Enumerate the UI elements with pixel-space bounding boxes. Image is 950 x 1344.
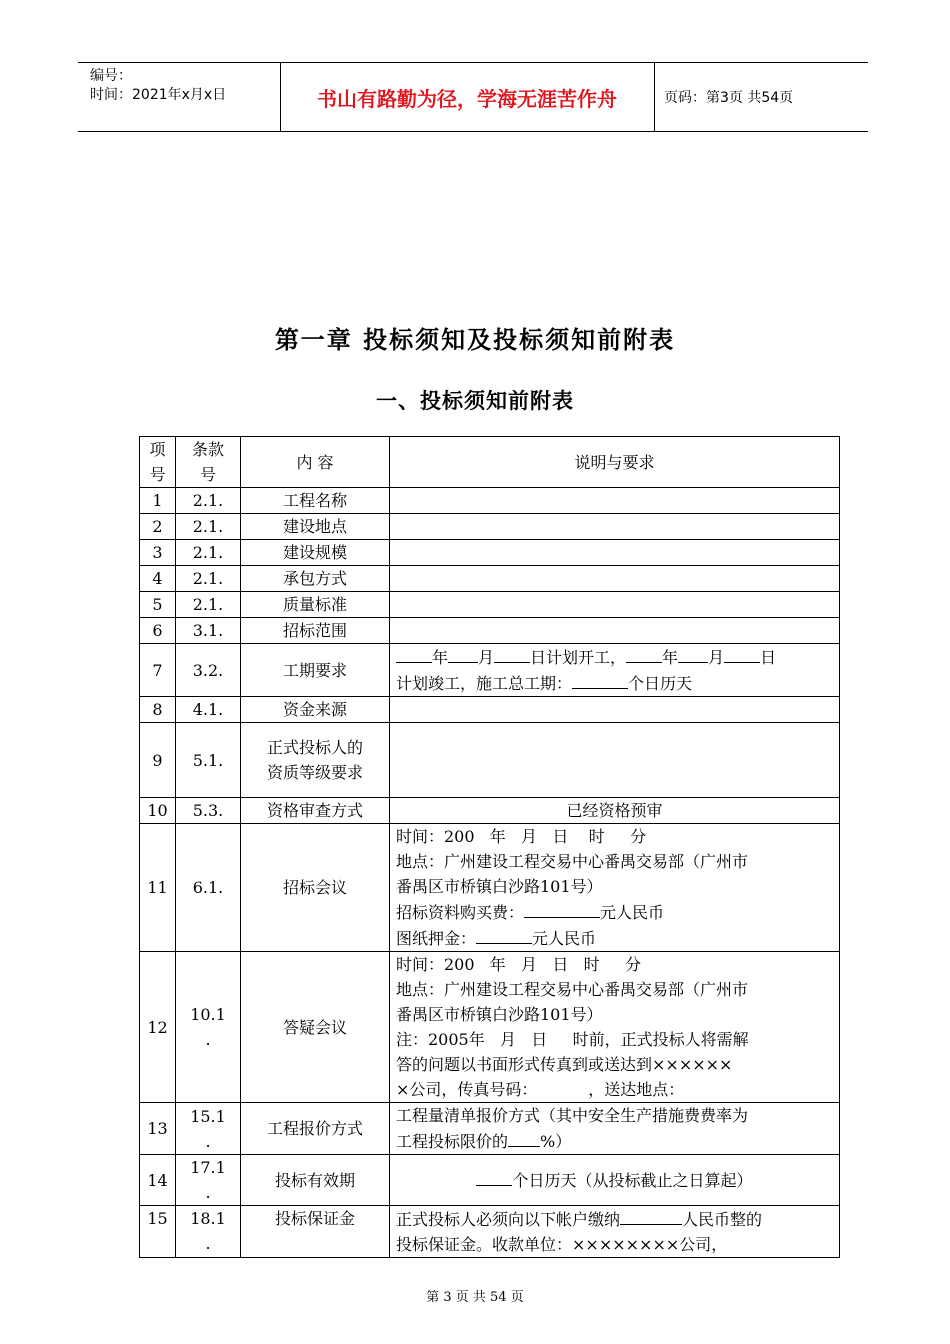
row-no: 3 bbox=[140, 540, 176, 566]
row-desc bbox=[390, 644, 840, 697]
row-clause: 5.3. bbox=[176, 798, 241, 824]
header-meta bbox=[90, 67, 226, 105]
row-no: 2 bbox=[140, 514, 176, 540]
row-no: 12 bbox=[140, 952, 176, 1103]
row-content: 工程报价方式 bbox=[241, 1103, 390, 1155]
row-desc bbox=[390, 488, 840, 514]
doc-number-label: 编号： bbox=[90, 68, 132, 84]
header-cell-desc: 说明与要求 bbox=[390, 437, 840, 488]
row-desc: 时间：200 年 月 日 时 分 地点：广州建设工程交易中心番禺交易部（广州市 番禺区市桥镇白沙路101号） 招标资料购买费： 元人民币 图纸押金： 元人民币 bbox=[390, 824, 840, 952]
row-content: 招标范围 bbox=[241, 618, 390, 644]
header-cell-content: 内 容 bbox=[241, 437, 390, 488]
row-clause: 15.1 . bbox=[176, 1103, 241, 1155]
schedule-line-1: 年 月 日计划开工， 年 月 日 bbox=[396, 644, 833, 670]
row-clause: 2.1. bbox=[176, 488, 241, 514]
row-no: 6 bbox=[140, 618, 176, 644]
row-content: 资金来源 bbox=[241, 697, 390, 723]
row-desc: 已经资格预审 bbox=[390, 798, 840, 824]
table-row bbox=[140, 1155, 840, 1206]
row-clause: 2.1. bbox=[176, 566, 241, 592]
row-clause: 2.1. bbox=[176, 514, 241, 540]
row-desc bbox=[390, 697, 840, 723]
header-cell-clause: 条款 号 bbox=[176, 437, 241, 488]
row-desc: 时间：200 年 月 日 时 分 地点：广州建设工程交易中心番禺交易部（广州市 番禺区市桥镇白沙路101号） 注：2005年 月 日 时前，正式投标人将需解 答的问题以书面形式传真到或送达到×××××× ×公司，传真号码： ，送达地点： bbox=[390, 952, 840, 1103]
table-row bbox=[140, 592, 840, 618]
header-motto: 书山有路勤为径，学海无涯苦作舟 bbox=[317, 86, 617, 111]
page-header bbox=[78, 62, 868, 132]
table-row bbox=[140, 618, 840, 644]
row-content: 质量标准 bbox=[241, 592, 390, 618]
table-row bbox=[140, 566, 840, 592]
header-cell-no: 项 号 bbox=[140, 437, 176, 488]
header-page-label: 页码：第3页 共54页 bbox=[664, 90, 794, 106]
row-no: 9 bbox=[140, 723, 176, 798]
table-row bbox=[140, 1103, 840, 1155]
table-row bbox=[140, 697, 840, 723]
row-clause: 10.1 . bbox=[176, 952, 241, 1103]
bid-instructions-table bbox=[139, 436, 840, 1258]
table-row bbox=[140, 723, 840, 798]
row-content: 招标会议 bbox=[241, 824, 390, 952]
row-content: 工期要求 bbox=[241, 644, 390, 697]
row-no: 10 bbox=[140, 798, 176, 824]
table-row bbox=[140, 824, 840, 952]
row-content: 承包方式 bbox=[241, 566, 390, 592]
row-no: 14 bbox=[140, 1155, 176, 1206]
row-content: 投标保证金 bbox=[241, 1206, 390, 1258]
row-content: 工程名称 bbox=[241, 488, 390, 514]
row-desc bbox=[390, 540, 840, 566]
table-row bbox=[140, 798, 840, 824]
row-clause: 2.1. bbox=[176, 592, 241, 618]
row-clause: 5.1. bbox=[176, 723, 241, 798]
row-no: 1 bbox=[140, 488, 176, 514]
row-clause: 18.1 . bbox=[176, 1206, 241, 1258]
row-no: 8 bbox=[140, 697, 176, 723]
row-clause: 3.1. bbox=[176, 618, 241, 644]
row-desc bbox=[390, 514, 840, 540]
row-desc: 工程量清单报价方式（其中安全生产措施费费率为 工程投标限价的 %） bbox=[390, 1103, 840, 1155]
row-desc: 正式投标人必须向以下帐户缴纳 人民币整的 投标保证金。收款单位：××××××××公司， bbox=[390, 1206, 840, 1258]
row-desc bbox=[390, 566, 840, 592]
row-clause: 2.1. bbox=[176, 540, 241, 566]
table-row bbox=[140, 540, 840, 566]
table-row bbox=[140, 952, 840, 1103]
row-no: 5 bbox=[140, 592, 176, 618]
table-row bbox=[140, 514, 840, 540]
table-row bbox=[140, 644, 840, 697]
row-clause: 6.1. bbox=[176, 824, 241, 952]
row-clause: 3.2. bbox=[176, 644, 241, 697]
section-title: 一、投标须知前附表 bbox=[376, 389, 574, 413]
row-desc bbox=[390, 592, 840, 618]
row-no: 11 bbox=[140, 824, 176, 952]
row-content: 建设地点 bbox=[241, 514, 390, 540]
row-desc bbox=[390, 723, 840, 798]
page-footer: 第 3 页 共 54 页 bbox=[426, 1290, 524, 1305]
row-content: 投标有效期 bbox=[241, 1155, 390, 1206]
doc-time-label: 时间：2021年x月x日 bbox=[90, 87, 227, 103]
row-clause: 17.1 . bbox=[176, 1155, 241, 1206]
row-content: 答疑会议 bbox=[241, 952, 390, 1103]
row-no: 15 bbox=[140, 1206, 176, 1258]
row-clause: 4.1. bbox=[176, 697, 241, 723]
schedule-line-2: 计划竣工，施工总工期： 个日历天 bbox=[396, 670, 833, 696]
table-row bbox=[140, 488, 840, 514]
row-content: 建设规模 bbox=[241, 540, 390, 566]
row-no: 4 bbox=[140, 566, 176, 592]
row-desc bbox=[390, 618, 840, 644]
table-row bbox=[140, 1206, 840, 1258]
table-header-row bbox=[140, 437, 840, 488]
header-divider bbox=[654, 63, 655, 131]
chapter-title: 第一章 投标须知及投标须知前附表 bbox=[274, 326, 676, 354]
row-content: 资格审查方式 bbox=[241, 798, 390, 824]
row-no: 7 bbox=[140, 644, 176, 697]
row-desc: 个日历天（从投标截止之日算起） bbox=[390, 1155, 840, 1206]
row-content: 正式投标人的 资质等级要求 bbox=[241, 723, 390, 798]
row-no: 13 bbox=[140, 1103, 176, 1155]
